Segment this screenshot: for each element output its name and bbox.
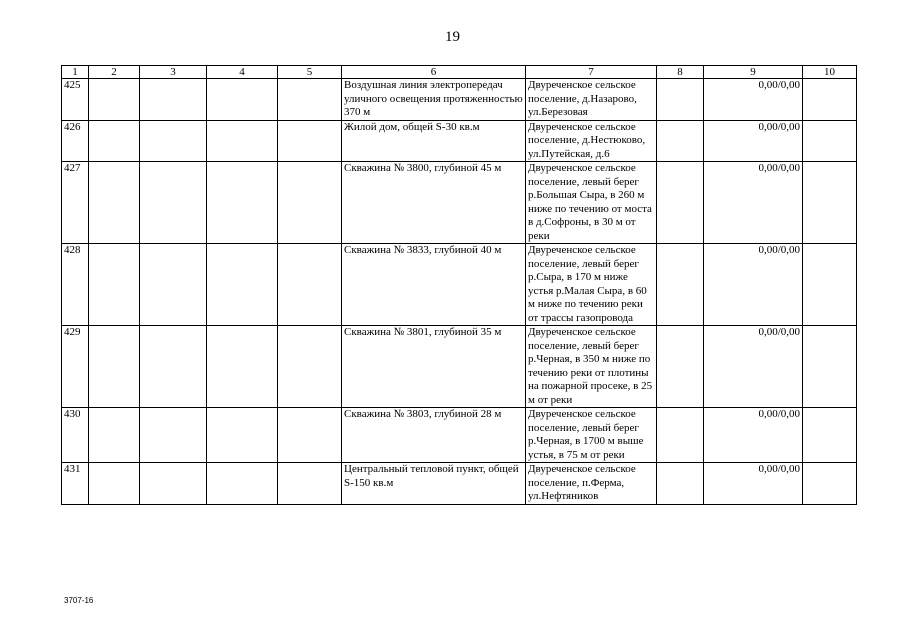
empty-cell xyxy=(657,244,704,326)
empty-cell xyxy=(803,408,857,463)
empty-cell xyxy=(89,79,140,121)
empty-cell xyxy=(89,120,140,162)
object-value: 0,00/0,00 xyxy=(704,463,803,505)
column-header: 1 xyxy=(62,66,89,79)
property-registry-table xyxy=(61,65,857,505)
object-value: 0,00/0,00 xyxy=(704,162,803,244)
object-location: Двуреченское сельское поселение, п.Ферма, ул.Нефтяников xyxy=(526,463,657,505)
column-header: 6 xyxy=(342,66,526,79)
empty-cell xyxy=(207,79,278,121)
object-value: 0,00/0,00 xyxy=(704,79,803,121)
empty-cell xyxy=(89,326,140,408)
empty-cell xyxy=(140,120,207,162)
table-row xyxy=(62,408,857,463)
object-location: Двуреченское сельское поселение, левый берег р.Черная, в 1700 м выше устья, в 75 м от реки xyxy=(526,408,657,463)
column-header: 5 xyxy=(278,66,342,79)
empty-cell xyxy=(89,408,140,463)
empty-cell xyxy=(140,79,207,121)
empty-cell xyxy=(803,463,857,505)
empty-cell xyxy=(140,326,207,408)
empty-cell xyxy=(278,79,342,121)
table-row xyxy=(62,79,857,121)
empty-cell xyxy=(207,244,278,326)
empty-cell xyxy=(207,120,278,162)
object-location: Двуреченское сельское поселение, левый берег р.Сыра, в 170 м ниже устья р.Малая Сыра, в 60 м ниже по течению реки от трассы газопровода xyxy=(526,244,657,326)
empty-cell xyxy=(278,244,342,326)
empty-cell xyxy=(278,162,342,244)
empty-cell xyxy=(89,244,140,326)
empty-cell xyxy=(207,463,278,505)
empty-cell xyxy=(89,463,140,505)
object-location: Двуреченское сельское поселение, д.Нестюково, ул.Путейская, д.6 xyxy=(526,120,657,162)
table-row xyxy=(62,326,857,408)
empty-cell xyxy=(803,120,857,162)
column-header: 4 xyxy=(207,66,278,79)
empty-cell xyxy=(657,408,704,463)
empty-cell xyxy=(140,463,207,505)
row-number: 429 xyxy=(62,326,89,408)
row-number: 425 xyxy=(62,79,89,121)
empty-cell xyxy=(207,408,278,463)
empty-cell xyxy=(803,162,857,244)
object-value: 0,00/0,00 xyxy=(704,326,803,408)
column-header: 8 xyxy=(657,66,704,79)
object-name: Центральный тепловой пункт, общей S-150 кв.м xyxy=(342,463,526,505)
column-header: 10 xyxy=(803,66,857,79)
column-header: 2 xyxy=(89,66,140,79)
row-number: 427 xyxy=(62,162,89,244)
object-value: 0,00/0,00 xyxy=(704,244,803,326)
object-value: 0,00/0,00 xyxy=(704,120,803,162)
object-name: Скважина № 3833, глубиной 40 м xyxy=(342,244,526,326)
page-number: 19 xyxy=(445,29,460,45)
empty-cell xyxy=(89,162,140,244)
empty-cell xyxy=(657,120,704,162)
empty-cell xyxy=(657,79,704,121)
object-location: Двуреченское сельское поселение, левый берег р.Большая Сыра, в 260 м ниже по течению от моста в д.Софроны, в 30 м от реки xyxy=(526,162,657,244)
empty-cell xyxy=(657,162,704,244)
document-code: 3707-16 xyxy=(64,596,94,605)
empty-cell xyxy=(278,326,342,408)
table-row xyxy=(62,244,857,326)
table-row xyxy=(62,120,857,162)
empty-cell xyxy=(278,120,342,162)
empty-cell xyxy=(207,326,278,408)
empty-cell xyxy=(140,244,207,326)
empty-cell xyxy=(140,162,207,244)
empty-cell xyxy=(657,463,704,505)
column-header: 9 xyxy=(704,66,803,79)
column-header: 7 xyxy=(526,66,657,79)
row-number: 426 xyxy=(62,120,89,162)
empty-cell xyxy=(140,408,207,463)
empty-cell xyxy=(657,326,704,408)
empty-cell xyxy=(803,244,857,326)
row-number: 431 xyxy=(62,463,89,505)
row-number: 430 xyxy=(62,408,89,463)
table-row xyxy=(62,463,857,505)
object-location: Двуреченское сельское поселение, д.Назарово, ул.Березовая xyxy=(526,79,657,121)
empty-cell xyxy=(278,408,342,463)
empty-cell xyxy=(207,162,278,244)
object-name: Скважина № 3803, глубиной 28 м xyxy=(342,408,526,463)
empty-cell xyxy=(803,326,857,408)
empty-cell xyxy=(803,79,857,121)
column-header: 3 xyxy=(140,66,207,79)
object-name: Воздушная линия электропередач уличного освещения протяженностью 370 м xyxy=(342,79,526,121)
object-name: Скважина № 3801, глубиной 35 м xyxy=(342,326,526,408)
object-name: Скважина № 3800, глубиной 45 м xyxy=(342,162,526,244)
column-header-row xyxy=(62,66,857,79)
table-row xyxy=(62,162,857,244)
row-number: 428 xyxy=(62,244,89,326)
object-value: 0,00/0,00 xyxy=(704,408,803,463)
object-location: Двуреченское сельское поселение, левый берег р.Черная, в 350 м ниже по течению реки от плотины на пожарной просеке, в 25 м от реки xyxy=(526,326,657,408)
object-name: Жилой дом, общей S-30 кв.м xyxy=(342,120,526,162)
empty-cell xyxy=(278,463,342,505)
